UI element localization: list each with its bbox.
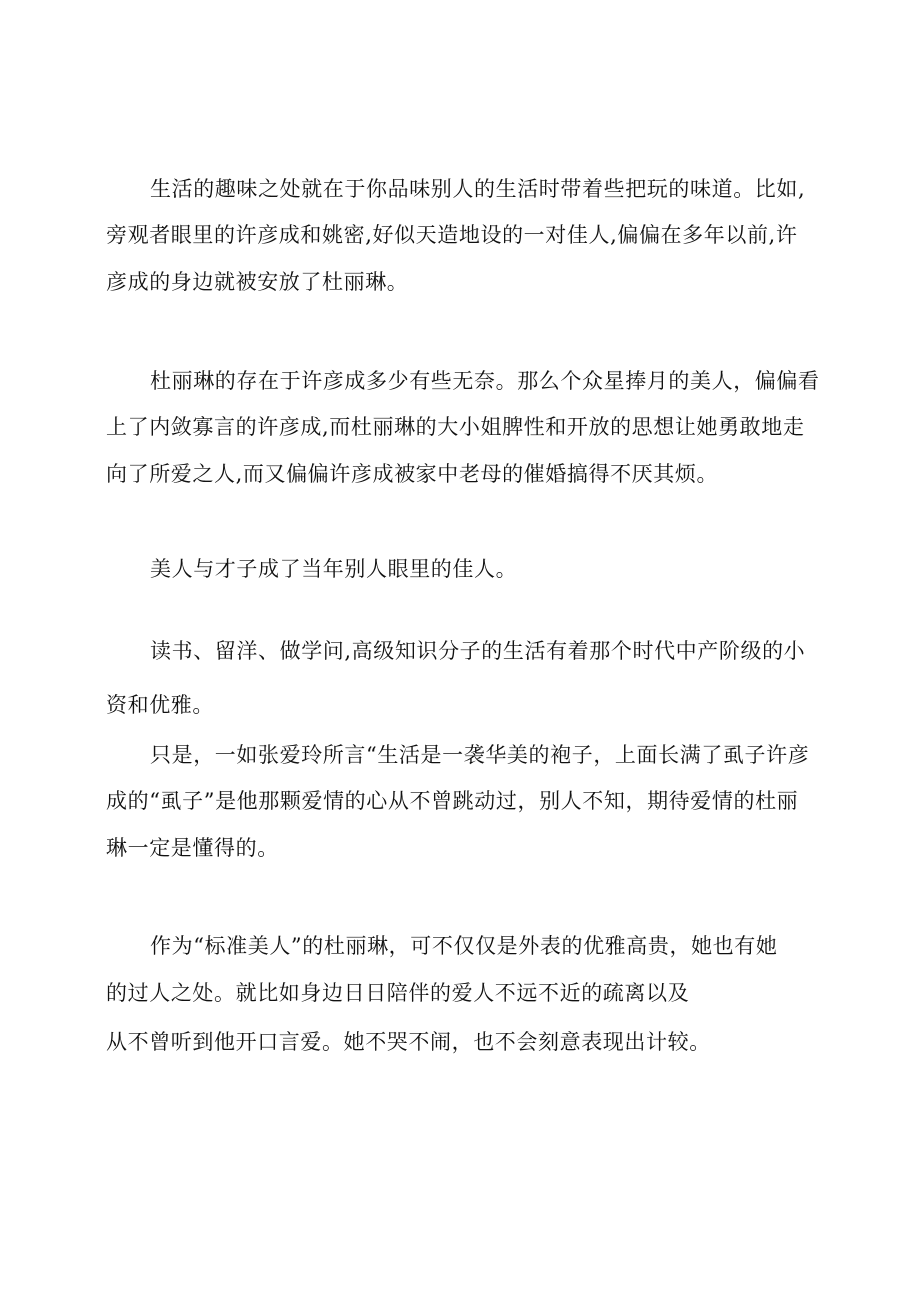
text-line: 读书、留洋、做学问,高级知识分子的生活有着那个时代中产阶级的小 xyxy=(150,639,806,663)
text-line: 向了所爱之人,而又偏偏许彦成被家中老母的催婚搞得不厌其烦。 xyxy=(106,462,719,486)
text-line: 的过人之处。就比如身边日日陪伴的爱人不远不近的疏离以及 xyxy=(106,981,690,1005)
text-line: 上了内敛寡言的许彦成,而杜丽琳的大小姐脾性和开放的思想让她勇敢地走 xyxy=(106,415,805,439)
text-line: 只是，一如张爱玲所言“生活是一袭华美的袍子，上面长满了虱子许彦 xyxy=(150,743,810,767)
text-line: 杜丽琳的存在于许彦成多少有些无奈。那么个众星捧月的美人，偏偏看 xyxy=(150,369,820,393)
text-line: 作为“标准美人”的杜丽琳，可不仅仅是外表的优雅高贵，她也有她 xyxy=(150,934,778,958)
text-line: 彦成的身边就被安放了杜丽琳。 xyxy=(106,270,409,294)
text-line: 从不曾听到他开口言爱。她不哭不闹，也不会刻意表现出计较。 xyxy=(106,1030,711,1054)
text-line: 琳一定是懂得的。 xyxy=(106,836,279,860)
text-line: 成的“虱子”是他那颗爱情的心从不曾跳动过，别人不知，期待爱情的杜丽 xyxy=(106,789,799,813)
text-line: 资和优雅。 xyxy=(106,693,214,717)
text-line: 美人与才子成了当年别人眼里的佳人。 xyxy=(150,557,518,581)
text-line: 生活的趣味之处就在于你品味别人的生活时带着些把玩的味道。比如, xyxy=(150,177,806,201)
text-line: 旁观者眼里的许彦成和姚密,好似天造地设的一对佳人,偏偏在多年以前,许 xyxy=(106,223,798,247)
